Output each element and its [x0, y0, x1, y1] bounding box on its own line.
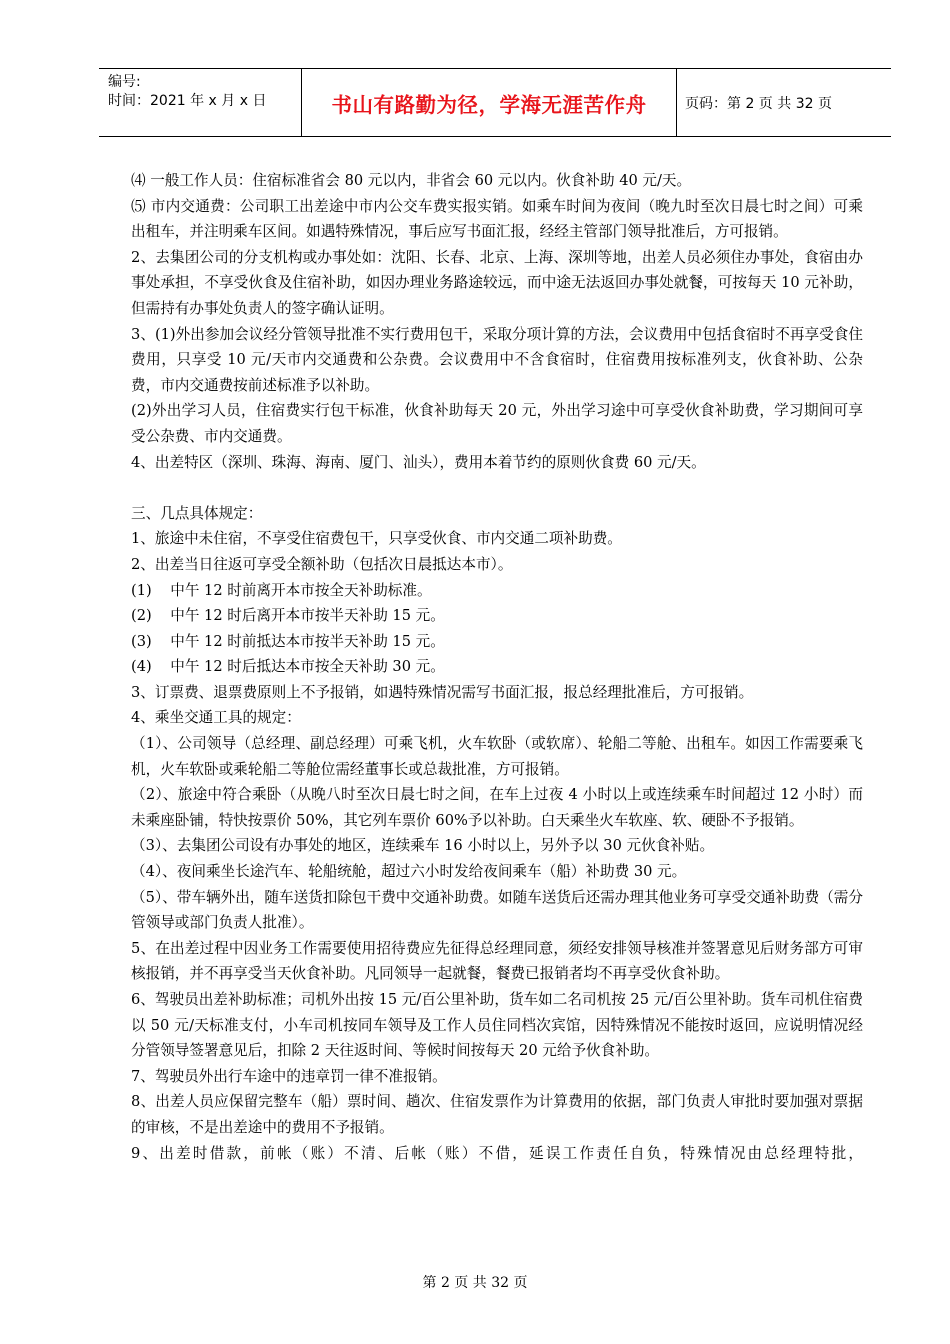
list-item: (3) 中午 12 时前抵达本市按半天补助 15 元。: [131, 632, 445, 650]
section-heading: 三、几点具体规定：: [131, 504, 263, 522]
paragraph: （2）、旅途中符合乘卧（从晚八时至次日晨七时之间，在车上过夜 4 小时以上或连续乘车时间超过 12 小时）而未乘座卧铺，特快按票价 50%，其它列车票价 60%予以补助。白天乘坐火车软座、软、硬卧不予报销。: [131, 786, 863, 829]
header-motto: 书山有路勤为径，学海无涯苦作舟: [302, 69, 677, 136]
paragraph: 5、在出差过程中因业务工作需要使用招待费应先征得总经理同意，须经安排领导核准并签署意见后财务部方可审核报销，并不再享受当天伙食补助。凡同领导一起就餐，餐费已报销者均不再享受伙食补助。: [131, 939, 863, 983]
paragraph: (2)外出学习人员，住宿费实行包干标准，伙食补助每天 20 元，外出学习途中可享受伙食补助费，学习期间可享受公杂费、市内交通费。: [131, 402, 863, 445]
paragraph: （4）、夜间乘坐长途汽车、轮船统舱，超过六小时发给夜间乘车（船）补助费 30 元。: [131, 863, 687, 881]
paragraph: ⑸ 市内交通费：公司职工出差途中市内公交车费实报实销。如乘车时间为夜间（晚九时至次日晨七时之间）可乘出租车，并注明乘车区间。如遇特殊情况，事后应写书面汇报，经经主管部门领导批准后，方可报销。: [131, 197, 863, 241]
paragraph: （1）、公司领导（总经理、副总经理）可乘飞机，火车软卧（或软席）、轮船二等舱、出租车。如因工作需要乘飞机，火车软卧或乘轮船二等舱位需经董事长或总裁批准，方可报销。: [131, 735, 863, 778]
page-header: [99, 68, 891, 137]
paragraph: （3）、去集团公司设有办事处的地区，连续乘车 16 小时以上，另外予以 30 元伙食补贴。: [131, 837, 715, 855]
blank-line: [131, 475, 863, 501]
paragraph: 8、出差人员应保留完整车（船）票时间、趟次、住宿发票作为计算费用的依据，部门负责人审批时要加强对票据的审核，不是出差途中的费用不予报销。: [131, 1093, 863, 1136]
header-meta: [99, 69, 302, 136]
list-item: (2) 中午 12 时后离开本市按半天补助 15 元。: [131, 607, 445, 625]
paragraph: 2、去集团公司的分支机构或办事处如：沈阳、长春、北京、上海、深圳等地，出差人员必须住办事处，食宿由办事处承担，不享受伙食及住宿补助，如因办理业务路途较远，而中途无法返回办事处就餐，可按每天 10 元补助，但需持有办事处负责人的签字确认证明。: [131, 248, 863, 317]
paragraph: 4、出差特区（深圳、珠海、海南、厦门、汕头），费用本着节约的原则伙食费 60 元/天。: [131, 453, 706, 471]
paragraph: 2、出差当日往返可享受全额补助（包括次日晨抵达本市）。: [131, 555, 513, 573]
paragraph: 7、驾驶员外出行车途中的违章罚一律不准报销。: [131, 1067, 447, 1085]
paragraph: 3、(1)外出参加会议经分管领导批准不实行费用包干，采取分项计算的方法，会议费用中包括食宿时不再享受食住费用，只享受 10 元/天市内交通费和公杂费。会议费用中不含食宿时，住宿费用按标准列支，伙食补助、公杂费，市内交通费按前述标准予以补助。: [131, 325, 863, 394]
document-body: [131, 168, 863, 1166]
paragraph: 6、驾驶员出差补助标准；司机外出按 15 元/百公里补助，货车如二名司机按 25 元/百公里补助。货车司机住宿费以 50 元/天标准支付，小车司机按同车领导及工作人员住同档次宾馆，因特殊情况不能按时返回，应说明情况经分管领导签署意见后，扣除 2 天往返时间、等候时间按每天 20 元给予伙食补助。: [131, 991, 863, 1060]
list-item: (4) 中午 12 时后抵达本市按全天补助 30 元。: [131, 658, 445, 676]
paragraph: ⑷ 一般工作人员：住宿标准省会 80 元以内，非省会 60 元以内。伙食补助 40 元/天。: [131, 172, 692, 189]
paragraph: 1、旅途中未住宿，不享受住宿费包干，只享受伙食、市内交通二项补助费。: [131, 530, 622, 548]
paragraph: 3、订票费、退票费原则上不予报销，如遇特殊情况需写书面汇报，报总经理批准后，方可报销。: [131, 683, 754, 701]
paragraph: 9、出差时借款，前帐（账）不清、后帐（账）不借，延误工作责任自负，特殊情况由总经理特批，: [131, 1144, 863, 1162]
document-number-label: 编号:: [108, 74, 141, 90]
header-page-info: 页码：第 2 页 共 32 页: [685, 95, 832, 112]
document-date: 时间：2021 年 x 月 x 日: [108, 93, 267, 109]
list-item: (1) 中午 12 时前离开本市按全天补助标准。: [131, 581, 432, 599]
paragraph: 4、乘坐交通工具的规定：: [131, 709, 301, 727]
paragraph: （5）、带车辆外出，随车送货扣除包干费中交通补助费。如随车送货后还需办理其他业务可享受交通补助费（需分管领导或部门负责人批准）。: [131, 888, 863, 932]
page-footer: 第 2 页 共 32 页: [422, 1275, 528, 1291]
